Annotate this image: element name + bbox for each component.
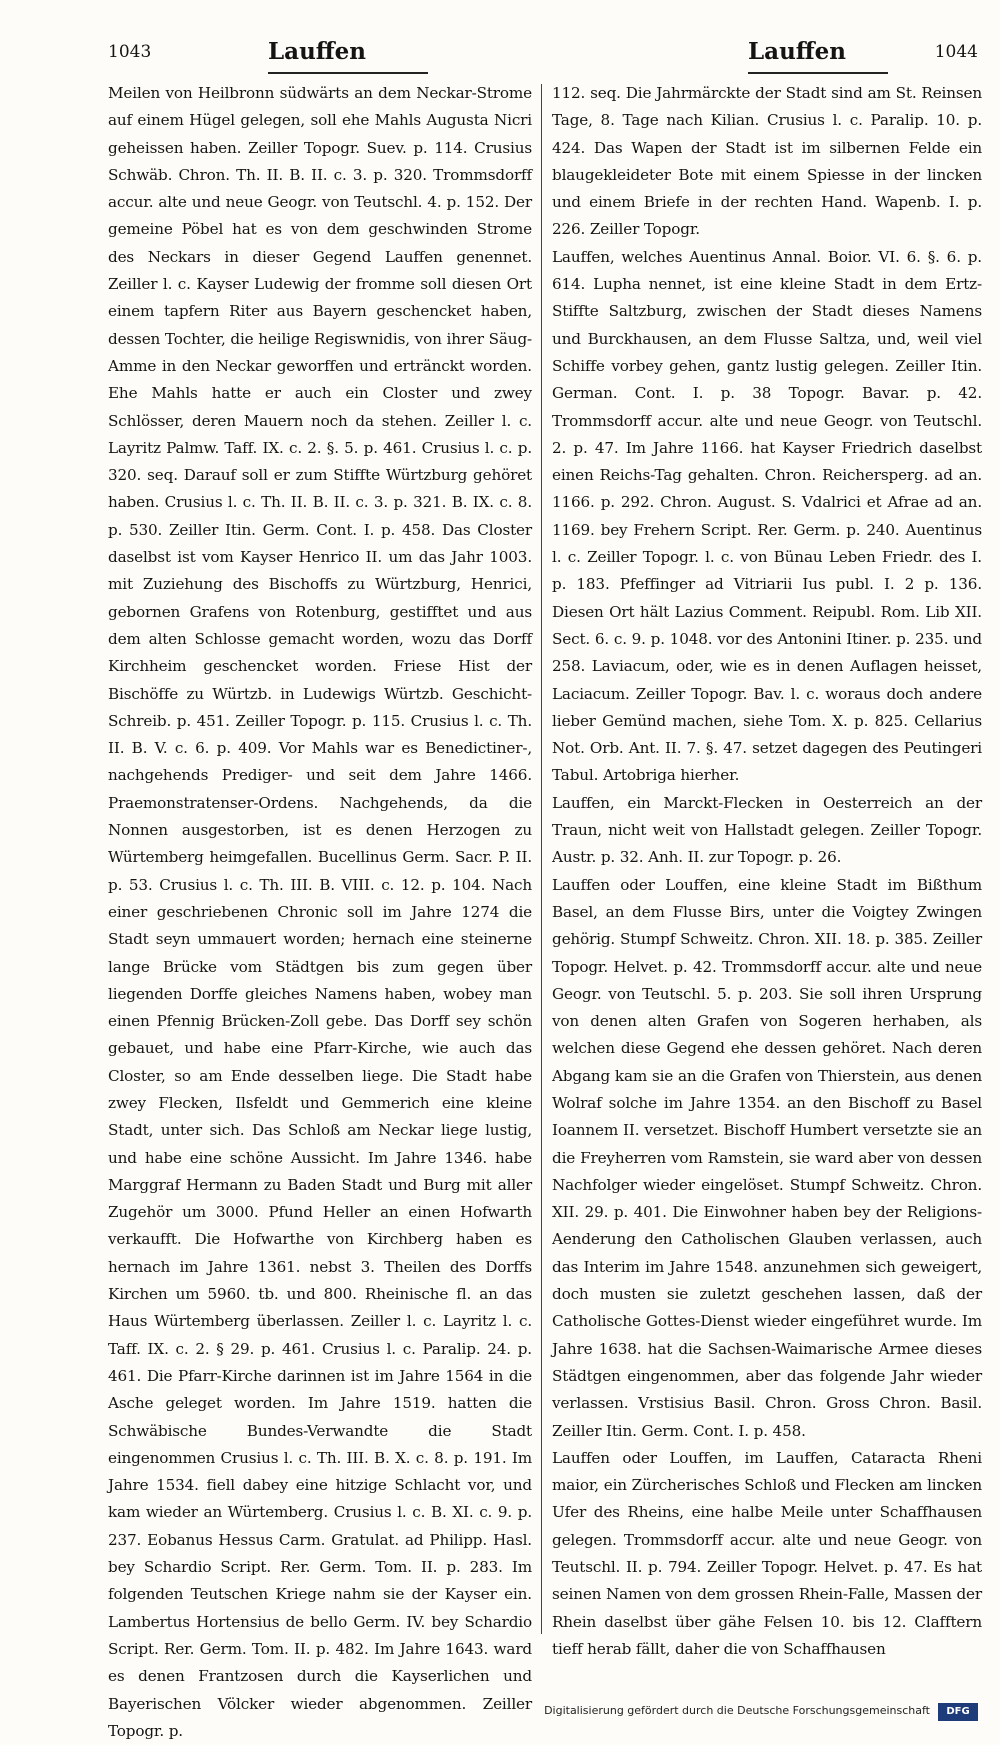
right-running-head: Lauffen — [748, 38, 847, 65]
right-page-number: 1044 — [934, 42, 978, 62]
entry-paragraph: Lauffen oder Louffen, eine kleine Stadt im Bißthum Basel, an dem Flusse Birs, unter die Voigtey Zwingen gehörig. Stumpf Schweitz. Chron. XII. 18. p. 385. Zeiller Topogr. Helvet. p. 42. Trommsdorff accur. alte und neue Geogr. von Teutschl. 5. p. 203. Sie soll ihren Ursprung von denen alten Grafen von Sogeren herhaben, als welchen diese Gegend ehe dessen gehöret. Nach deren Abgang kam sie an die Grafen von Thierstein, aus denen Wolraf solche im Jahre 1354. an den Bischoff zu Basel Ioannem II. versetzet. Bischoff Humbert versetzte sie an die Freyherren vom Ramstein, sie ward aber von dessen Nachfolger wieder eingelöset. Stumpf Schweitz. Chron. XII. 29. p. 401. Die Einwohner haben bey der Religions-Aenderung den Catholischen Glauben verlassen, auch das Interim im Jahre 1548. anzunehmen sich geweigert, doch musten sie zuletzt geschehen lassen, daß der Catholische Gottes-Dienst wieder eingeführet wurde. Im Jahre 1638. hat die Sachsen-Waimarische Armee dieses Städtgen eingenommen, aber das folgende Jahr wieder verlassen. Vrstisius Basil. Chron. Gross Chron. Basil. Zeiller Itin. Germ. Cont. I. p. 458. — [552, 875, 982, 1440]
digitization-credit: Digitalisierung gefördert durch die Deutsche Forschungsgemeinschaft — [544, 1704, 930, 1717]
page-header — [108, 38, 978, 78]
entry-paragraph: Meilen von Heilbronn südwärts an dem Neckar-Strome auf einem Hügel gelegen, soll ehe Mahls Augusta Nicri geheissen haben. Zeiller Topogr. Suev. p. 114. Crusius Schwäb. Chron. Th. II. B. II. c. 3. p. 320. Trommsdorff accur. alte und neue Geogr. von Teutschl. 4. p. 152. Der gemeine Pöbel hat es von dem geschwinden Strome des Neckars in dieser Gegend Lauffen genennet. Zeiller l. c. Kayser Ludewig der fromme soll diesen Ort einem tapfern Riter aus Bayern geschencket haben, dessen Tochter, die heilige Regiswnidis, von ihrer Säug-Amme in den Neckar geworffen und ertränckt worden. Ehe Mahls hatte er auch ein Closter und zwey Schlösser, deren Mauern noch da stehen. Zeiller l. c. Layritz Palmw. Taff. IX. c. 2. §. 5. p. 461. Crusius l. c. p. 320. seq. Darauf soll er zum Stiffte Würtzburg gehöret haben. Crusius l. c. Th. II. B. II. c. 3. p. 321. B. IX. c. 8. p. 530. Zeiller Itin. Germ. Cont. I. p. 458. Das Closter daselbst ist vom Kayser Henrico II. um das Jahr 1003. mit Zuziehung des Bischoffs zu Würtzburg, Henrici, gebornen Grafens von Rotenburg, gestifftet und aus dem alten Schlosse gemacht worden, wozu das Dorff Kirchheim geschencket worden. Friese Hist der Bischöffe zu Würtzb. in Ludewigs Würtzb. Geschicht-Schreib. p. 451. Zeiller Topogr. p. 115. Crusius l. c. Th. II. B. V. c. 6. p. 409. Vor Mahls war es Benedictiner-, nachgehends Prediger- und seit dem Jahre 1466. Praemonstratenser-Ordens. Nachgehends, da die Nonnen ausgestorben, ist es denen Herzogen zu Würtemberg heimgefallen. Bucellinus Germ. Sacr. P. II. p. 53. Crusius l. c. Th. III. B. VIII. c. 12. p. 104. Nach einer geschriebenen Chronic soll im Jahre 1274 die Stadt seyn ummauert worden; hernach eine steinerne lange Brücke vom Städtgen bis zum gegen über liegenden Dorffe gleiches Namens haben, wobey man einen Pfennig Brücken-Zoll gebe. Das Dorff sey schön gebauet, und habe eine Pfarr-Kirche, wie auch das Closter, so am Ende desselben liege. Die Stadt habe zwey Flecken, Ilsfeldt und Gemmerich eine kleine Stadt, unter sich. Das Schloß am Neckar liege lustig, und habe eine schöne Aussicht. Im Jahre 1346. habe Marggraf Hermann zu Baden Stadt und Burg mit aller Zugehör um 3000. Pfund Heller an einen Hofwarth verkaufft. Die Hofwarthe von Kirchberg haben es hernach im Jahre 1361. nebst 3. Theilen des Dorffs Kirchen um 5960. tb. und 800. Rheinische fl. an das Haus Würtemberg überlassen. Zeiller l. c. Layritz l. c. Taff. IX. c. 2. § 29. p. 461. Crusius l. c. Paralip. 24. p. 461. Die Pfarr-Kirche darinnen ist im Jahre 1564 in die Asche geleget worden. Im Jahre 1519. hatten die Schwäbische Bundes-Verwandte die Stadt eingenommen Crusius l. c. Th. III. B. X. c. 8. p. 191. Im Jahre 1534. fiell dabey eine hitzige Schlacht vor, und kam wieder an Würtemberg. Crusius l. c. B. XI. c. 9. p. 237. Eobanus Hessus Carm. Gratulat. ad Philipp. Hasl. bey Schardio Script. Rer. Germ. Tom. II. p. 283. Im folgenden Teutschen Kriege nahm sie der Kayser ein. Lambertus Hortensius de bello Germ. IV. bey Schardio Script. Rer. Germ. Tom. II. p. 482. Im Jahre 1643. ward es denen Frantzosen durch die Kayserlichen und Bayerischen Völcker wieder abgenommen. Zeiller Topogr. p. — [108, 84, 532, 1740]
column-divider — [541, 84, 542, 1634]
entry-paragraph: Lauffen, ein Marckt-Flecken in Oesterreich an der Traun, nicht weit von Hallstadt gelegen. Zeiller Topogr. Austr. p. 32. Anh. II. zur Topogr. p. 26. — [552, 793, 982, 867]
entry-paragraph: Lauffen, welches Auentinus Annal. Boior. VI. 6. §. 6. p. 614. Lupha nennet, ist eine kleine Stadt in dem Ertz-Stiffte Saltzburg, zwischen der Stadt dieses Namens und Burckhausen, an dem Flusse Saltza, und, weil viel Schiffe vorbey gehen, gantz lustig gelegen. Zeiller Itin. German. Cont. I. p. 38 Topogr. Bavar. p. 42. Trommsdorff accur. alte und neue Geogr. von Teutschl. 2. p. 47. Im Jahre 1166. hat Kayser Friedrich daselbst einen Reichs-Tag gehalten. Chron. Reichersperg. ad an. 1166. p. 292. Chron. August. S. Vdalrici et Afrae ad an. 1169. bey Frehern Script. Rer. Germ. p. 240. Auentinus l. c. Zeiller Topogr. l. c. von Bünau Leben Friedr. des I. p. 183. Pfeffinger ad Vitriarii Ius publ. I. 2 p. 136. Diesen Ort hält Lazius Comment. Reipubl. Rom. Lib XII. Sect. 6. c. 9. p. 1048. vor des Antonini Itiner. p. 235. und 258. Laviacum, oder, wie es in denen Auflagen heisset, Laciacum. Zeiller Topogr. Bav. l. c. woraus doch andere lieber Gemünd machen, siehe Tom. X. p. 825. Cellarius Not. Orb. Ant. II. 7. §. 47. setzet dagegen des Peutingeri Tabul. Artobriga hierher. — [552, 247, 982, 785]
right-header-rule — [748, 72, 888, 74]
left-page-number: 1043 — [108, 42, 152, 62]
right-text-column — [552, 80, 982, 1710]
entry-paragraph: Lauffen oder Louffen, im Lauffen, Cataracta Rheni maior, ein Zürcherisches Schloß und Flecken am lincken Ufer des Rheins, eine halbe Meile unter Schaffhausen gelegen. Trommsdorff accur. alte und neue Geogr. von Teutschl. II. p. 794. Zeiller Topogr. Helvet. p. 47. Es hat seinen Namen von dem grossen Rhein-Falle, Massen der Rhein daselbst über gähe Felsen 10. bis 12. Clafftern tieff herab fällt, daher die von Schaffhausen — [552, 1448, 982, 1658]
entry-paragraph: 112. seq. Die Jahrmärckte der Stadt sind am St. Reinsen Tage, 8. Tage nach Kilian. Crusius l. c. Paralip. 10. p. 424. Das Wapen der Stadt ist im silbernen Felde ein blaugekleideter Bote mit einem Spiesse in der lincken und einem Briefe in der rechten Hand. Wapenb. I. p. 226. Zeiller Topogr. — [552, 84, 982, 239]
left-header-rule — [268, 72, 428, 74]
left-text-column — [108, 80, 532, 1740]
dfg-logo: DFG — [938, 1703, 978, 1721]
left-running-head: Lauffen — [268, 38, 367, 65]
